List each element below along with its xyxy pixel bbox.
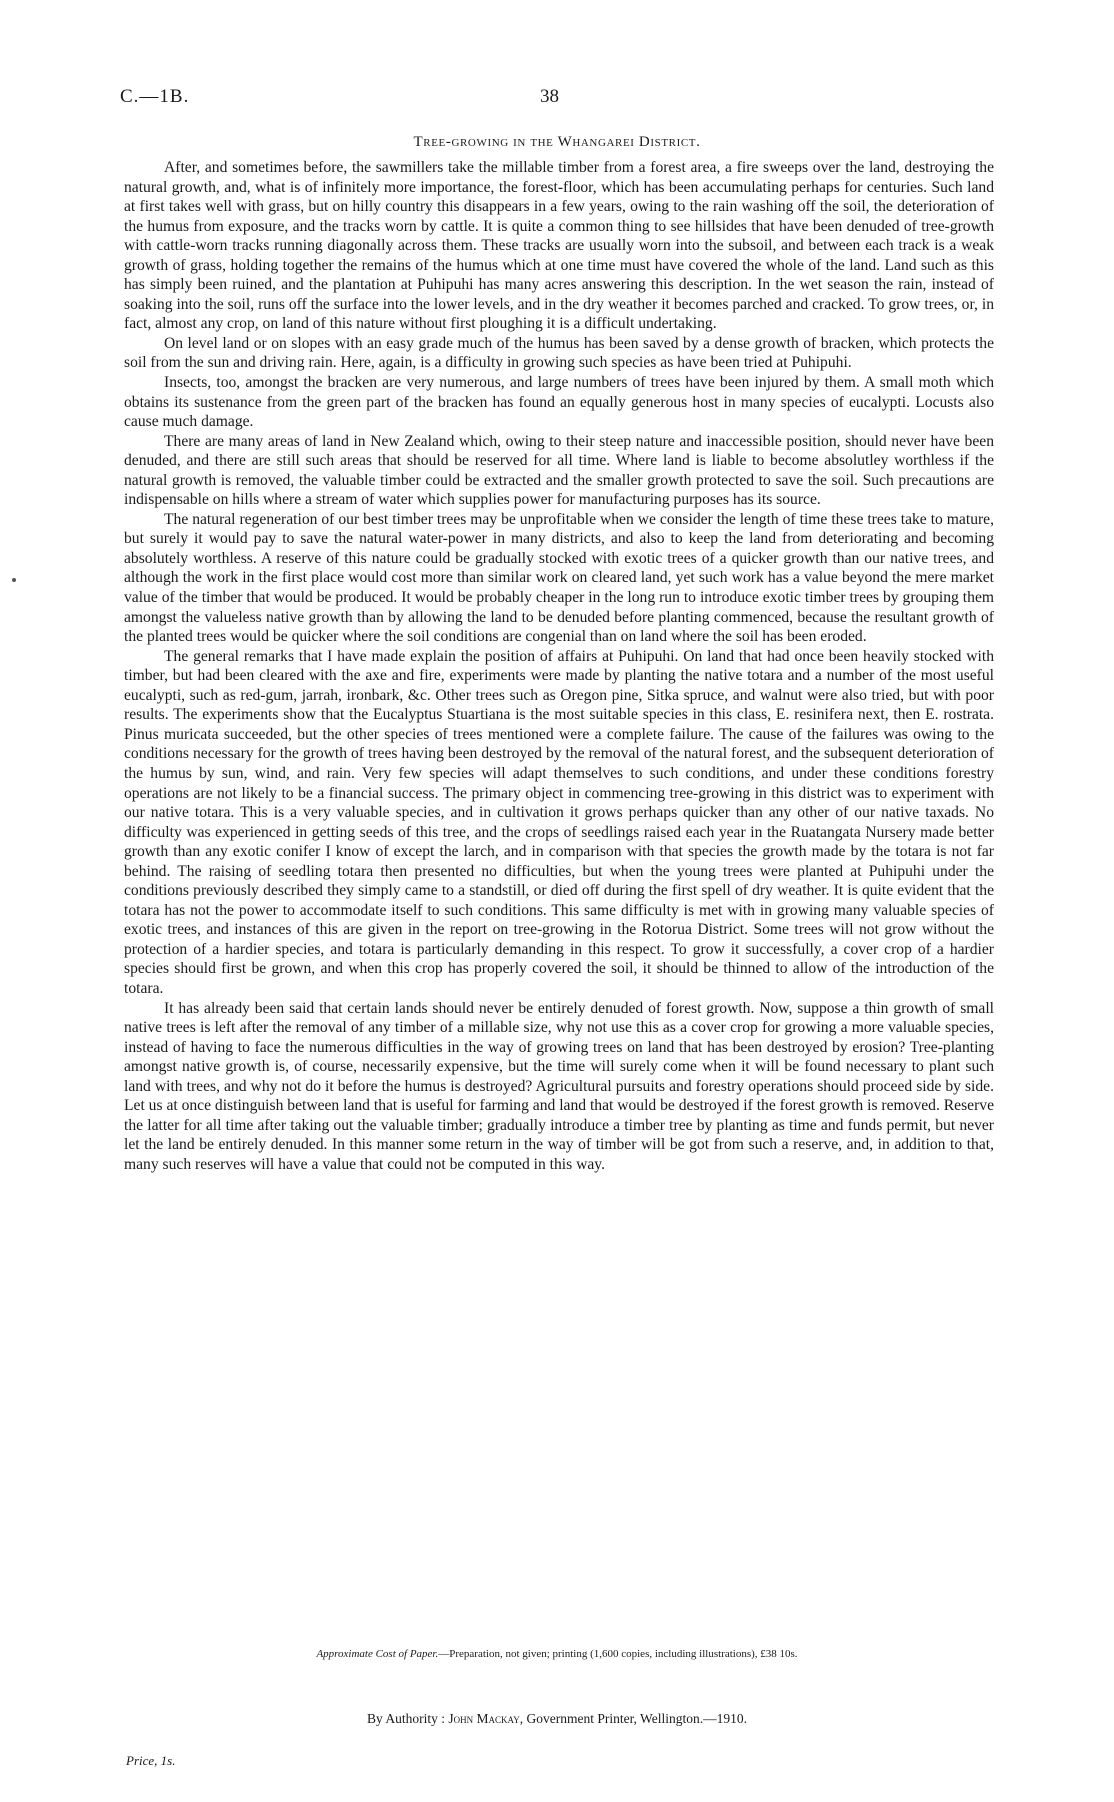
printer-authority <box>120 1711 994 1727</box>
cost-note <box>120 1648 994 1660</box>
price: Price, 1s. <box>126 1753 176 1768</box>
paragraph: After, and sometimes before, the sawmillers take the millable timber from a forest area, a fire sweeps over the land, destroying the natural growth, and, what is of infinitely more importance, the forest-floor, which has been accumulating perhaps for centuries. Such land at first takes well with grass, but on hilly country this disappears in a few years, owing to the rain washing off the soil, the deterioration of the humus from exposure, and the tracks worn by cattle. It is quite a common thing to see hillsides that have been denuded of tree-growth with cattle-worn tracks running diagonally across them. These tracks are usually worn into the subsoil, and between each track is a weak growth of grass, holding together the remains of the humus which at one time must have covered the whole of the land. Land such as this has simply been ruined, and the plantation at Puhipuhi has many acres answering this description. In the wet season the rain, instead of soaking into the soil, runs off the surface into the lower levels, and in the dry weather it becomes parched and cracked. To grow trees, or, in fact, almost any crop, on land of this nature without first ploughing it is a difficult undertaking. <box>124 159 994 333</box>
cost-note-label: Approximate Cost of Paper. <box>316 1648 439 1660</box>
body-text <box>124 158 994 1174</box>
paragraph: The general remarks that I have made explain the position of affairs at Puhipuhi. On land that had once been heavily stocked with timber, but had been cleared with the axe and fire, experiments were made by planting the native totara and a number of the most useful eucalypti, such as red-gum, jarrah, ironbark, &c. Other trees such as Oregon pine, Sitka spruce, and walnut were also tried, but with poor results. The experiments show that the Eucalyptus Stuartiana is the most suitable species in this class, E. resinifera next, then E. rostrata. Pinus muricata succeeded, but the other species of trees mentioned were a complete failure. The cause of the failures was owing to the conditions necessary for the growth of trees having been destroyed by the removal of the natural forest, and the subsequent deterioration of the humus by sun, wind, and rain. Very few species will adapt themselves to such conditions, and under these conditions forestry operations are not likely to be a financial success. The primary object in commencing tree-growing in this district was to experiment with our native totara. This is a very valuable species, and in cultivation it grows perhaps quicker than any other of our native taxads. No difficulty was experienced in getting seeds of this tree, and the crops of seedlings raised each year in the Ruatangata Nursery made better growth than any exotic conifer I know of except the larch, and in comparison with that species the growth made by the totara is not far behind. The raising of seedling totara then presented no difficulties, but when the young trees were planted at Puhipuhi under the conditions previously described they simply came to a standstill, or died off during the first spell of dry weather. It is quite evident that the totara has not the power to accommodate itself to such conditions. This same difficulty is met with in growing many valuable species of exotic trees, and instances of this are given in the report on tree-growing in the Rotorua District. Some trees will not grow without the protection of a hardier species, and totara is particularly demanding in this respect. To grow it successfully, a cover crop of a hardier species should first be grown, and when this crop has properly covered the soil, it should be thinned to allow of the introduction of the totara. <box>124 647 994 997</box>
authority-prefix: By Authority : <box>367 1711 446 1726</box>
paragraph: It has already been said that certain lands should never be entirely denuded of forest growth. Now, suppose a thin growth of small native trees is left after the removal of any timber of a millable size, why not use this as a cover crop for growing a more valuable species, instead of having to face the numerous difficulties in the way of growing trees on land that has been destroyed by erosion? Tree-planting amongst native growth is, of course, necessarily expensive, but the time will surely come when it will be found necessary to plant such land with trees, and why not do it before the humus is destroyed? Agricultural pursuits and forestry operations should proceed side by side. Let us at once distinguish between land that is useful for farming and land that would be destroyed if the forest growth is removed. Reserve the latter for all time after taking out the valuable timber; gradually introduce a timber tree by planting as time and funds permit, but never let the land be entirely denuded. In this manner some return in the way of timber will be got from such a reserve, and, in addition to that, many such reserves will have a value that could not be computed in this way. <box>124 999 994 1173</box>
paragraph: There are many areas of land in New Zealand which, owing to their steep nature and inaccessible position, should never have been denuded, and there are still such areas that should be reserved for all time. Where land is liable to become absolutley worthless if the natural growth is removed, the valuable timber could be extracted and the smaller growth protected to save the soil. Such precautions are indispensable on hills where a stream of water which supplies power for manufacturing purposes has its source. <box>124 432 994 509</box>
margin-mark <box>12 578 16 582</box>
section-title: Tree-growing in the Whangarei District. <box>413 134 701 150</box>
paragraph: Insects, too, amongst the bracken are very numerous, and large numbers of trees have been injured by them. A small moth which obtains its sustenance from the green part of the bracken has found an equally generous host in many species of eucalypti. Locusts also cause much damage. <box>124 374 994 431</box>
page-number: 38 <box>540 86 559 107</box>
paragraph: The natural regeneration of our best timber trees may be unprofitable when we consider the length of time these trees take to mature, but surely it would pay to save the natural water-power in many districts, and also to keep the land from deteriorating and becoming absolutely worthless. A reserve of this nature could be gradually stocked with exotic trees of a quicker growth than our native trees, and although the work in the first place would cost more than similar work on cleared land, yet such work has a value beyond the mere market value of the timber that would be produced. It would be probably cheaper in the long run to introduce exotic timber trees by grouping them amongst the valueless native growth than by allowing the land to be denuded before planting commenced, because the resultant growth of the planted trees would be quicker where the soil conditions are congenial than on land where the soil has been eroded. <box>124 510 994 646</box>
document-reference: C.—1B. <box>120 86 190 107</box>
paragraph: On level land or on slopes with an easy grade much of the humus has been saved by a dense growth of bracken, which protects the soil from the sun and driving rain. Here, again, is a difficulty in growing such species as have been tried at Puhipuhi. <box>124 334 994 372</box>
authority-suffix: , Government Printer, Wellington.—1910. <box>519 1711 747 1726</box>
printer-name: John Mackay <box>448 1711 520 1726</box>
cost-note-text: —Preparation, not given; printing (1,600 copies, including illustrations), £38 10s. <box>438 1648 798 1660</box>
